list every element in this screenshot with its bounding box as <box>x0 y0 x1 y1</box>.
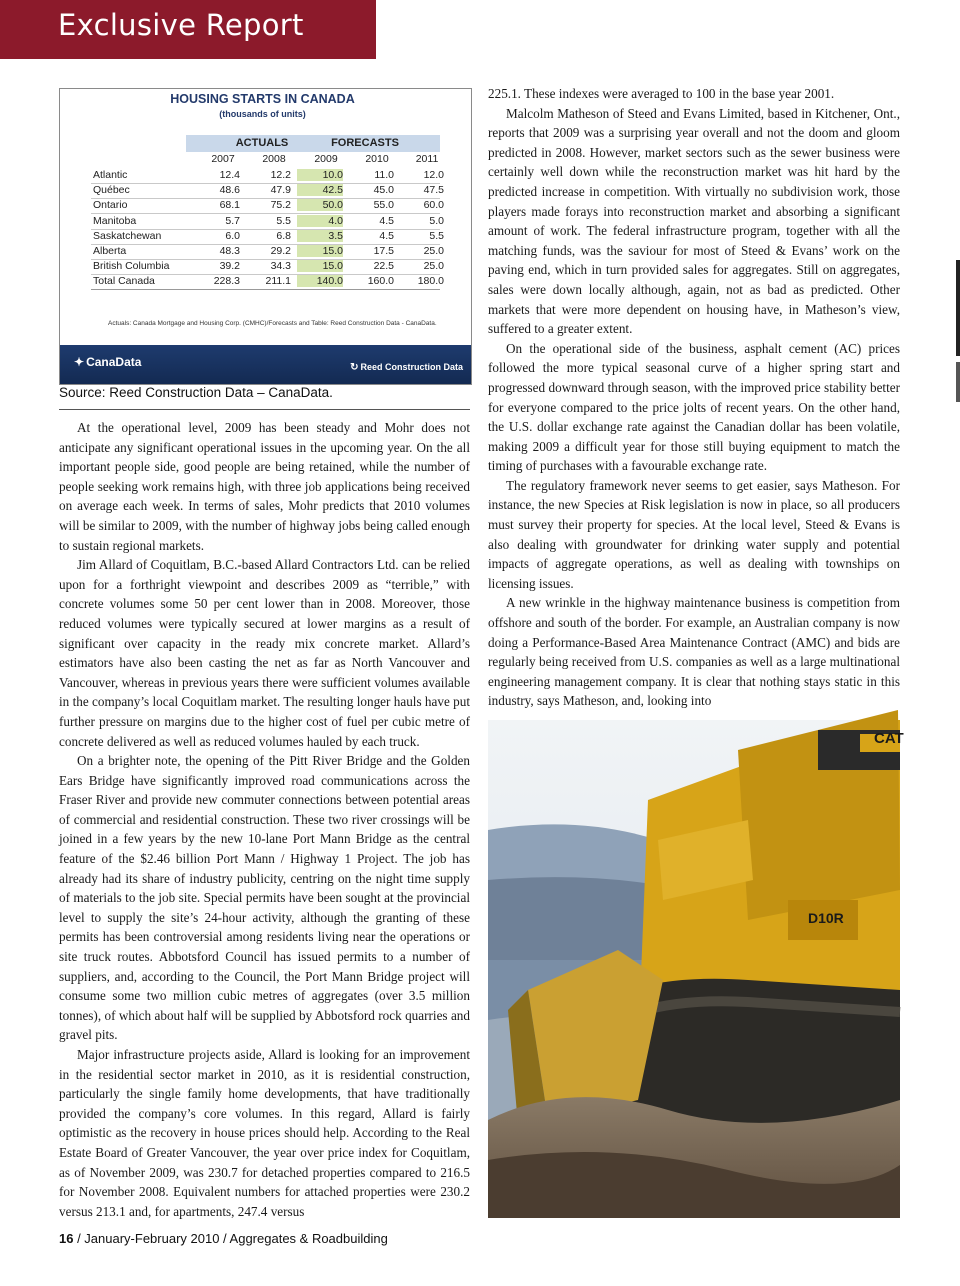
bulldozer-illustration <box>488 720 900 1218</box>
table-cell: 45.0 <box>373 184 394 197</box>
region-label: Ontario <box>93 199 128 212</box>
header-actuals: ACTUALS <box>235 137 289 149</box>
page-footer <box>59 1231 388 1246</box>
paragraph: On a brighter note, the opening of the Pitt River Bridge and the Golden Ears Bridge have significantly improved road communications across the Fraser River and provide new commuter connections between potential areas of commercial and residential construction. These two river crossings will be joined in a few years by the new 10-lane Port Mann Bridge as the central feature of the $2.46 billion Port Mann / Highway 1 Project. The job has already had its share of industry publicity, centring on the night time supply of materials to the job site. Special permits have been sought at the provincial level to supply the site’s 24-hour activity, although the granting of these permits has been controversial among residents living near the operations or site truck routes. Abbotsford Council has issued permits to a number of suppliers, and, according to the Council, the Port Mann Bridge project will consume some two million cubic metres of aggregates (over 3.5 million tonnes), of which about half will be supplied by Abbotsford rock quarries and gravel pits. <box>59 753 470 1043</box>
year-header: 2009 <box>314 153 338 165</box>
article-column-left <box>59 418 470 1221</box>
table-cell: 68.1 <box>219 199 240 212</box>
photo-model-text: D10R <box>808 910 844 926</box>
table-cell: 5.5 <box>429 229 444 242</box>
table-footer <box>60 345 471 384</box>
caption-rule <box>59 409 470 410</box>
table-cell: 5.0 <box>429 214 444 227</box>
table-cell: 10.0 <box>297 169 343 181</box>
year-header: 2007 <box>211 153 235 165</box>
table-cell: 50.0 <box>297 199 343 211</box>
paragraph-continued: 225.1. These indexes were averaged to 100 in the base year 2001. <box>488 86 835 101</box>
table-cell: 29.2 <box>270 245 291 257</box>
table-cell: 48.6 <box>219 184 240 197</box>
table-row <box>91 244 444 260</box>
canadata-logo <box>74 355 141 369</box>
page-edge-mark <box>956 362 960 402</box>
photo-brand-text: CAT <box>874 730 904 747</box>
year-header: 2010 <box>365 153 389 165</box>
table-cell: 12.0 <box>423 169 444 181</box>
paragraph: Malcolm Matheson of Steed and Evans Limited, based in Kitchener, Ont., reports that 2009 was a surprising year overall and not the doom and gloom predicted in 2008. However, market sectors such as the sewer business were certainly well down while the reconstruction market was hit hard by the predicted increase in competition. With virtually no subdivision work, those players made forays into reconstruction market and absorbing a significant amount of work. The federal infrastructure program, together with all the matching funds, was the saviour for most of Steed & Evans’ work on the paving end, which in turn provided sales for aggregates. Still on aggregates, sales were down locally although, again, not as bad as predicted. Other markets that were more dependent on housing have, in Matheson’s view, suffered to a greater extent. <box>488 105 900 337</box>
page-edge-mark <box>956 260 960 356</box>
region-label: Total Canada <box>93 275 155 288</box>
table-cell: 25.0 <box>423 245 444 257</box>
table-row <box>91 259 444 275</box>
header-forecasts: FORECASTS <box>331 137 399 149</box>
table-cell: 160.0 <box>367 275 394 288</box>
paragraph: At the operational level, 2009 has been steady and Mohr does not anticipate any significant operational issues in the upcoming year. On the all important people side, good people are being retained, while the number of people seeking work remains high, with three job applications being received on average each week. In terms of sales, Mohr predicts that 2010 volumes will be similar to 2009, with the number of highway jobs being called enough to sustain regional markets. <box>59 420 470 553</box>
table-title: HOUSING STARTS IN CANADA <box>170 92 355 106</box>
table-cell: 12.4 <box>219 169 240 181</box>
table-cell: 6.8 <box>276 229 291 242</box>
article-column-right <box>488 84 900 711</box>
section-banner <box>0 0 376 59</box>
canadata-logo-text: CanaData <box>86 355 142 369</box>
table-row <box>91 229 444 245</box>
table-row <box>91 168 444 184</box>
table-row <box>91 214 444 230</box>
housing-starts-table <box>59 88 472 385</box>
reed-logo-text: Reed Construction Data <box>360 362 463 372</box>
table-cell: 211.1 <box>265 275 291 288</box>
table-cell: 39.2 <box>219 260 240 273</box>
table-cell: 5.5 <box>276 214 291 227</box>
table-subtitle: (thousands of units) <box>219 109 306 119</box>
table-row <box>91 183 444 199</box>
reed-logo <box>350 362 463 373</box>
table-cell: 4.5 <box>379 214 394 227</box>
table-cell: 55.0 <box>373 199 394 212</box>
table-cell: 48.3 <box>219 245 240 257</box>
table-cell: 22.5 <box>373 260 394 273</box>
table-cell: 47.9 <box>270 184 291 197</box>
table-cell: 15.0 <box>297 245 343 257</box>
figure-caption: Source: Reed Construction Data – CanaData. <box>59 385 333 400</box>
paragraph: A new wrinkle in the highway maintenance business is competition from offshore and south of the border. For example, an Australian company is now doing a Performance-Based Area Maintenance Contract (AMC) and bids are regularly being received from U.S. companies as well as a large multinational engineering management company. It is clear that nothing stays static in this industry, says Matheson, and, looking into <box>488 595 900 709</box>
table-cell: 25.0 <box>423 260 444 273</box>
page-number: 16 <box>59 1231 74 1246</box>
table-cell: 4.0 <box>297 215 343 227</box>
bulldozer-photo <box>488 720 904 1218</box>
section-title: Exclusive Report <box>58 8 304 42</box>
table-row <box>91 274 444 290</box>
table-cell: 47.5 <box>423 184 444 197</box>
table-cell: 180.0 <box>417 275 444 288</box>
paragraph: The regulatory framework never seems to get easier, says Matheson. For instance, the new Species at Risk legislation is now in place, so all producers must survey their property for species. At the local level, Steed & Evans is also dealing with groundwater for drinking water supply and potential impacts of aggregate operations, as well as dealing with townships on licensing issues. <box>488 477 900 591</box>
table-source-note: Actuals: Canada Mortgage and Housing Corp. (CMHC)/Forecasts and Table: Reed Construction Data - CanaData. <box>108 320 437 327</box>
table-cell: 4.5 <box>379 229 394 242</box>
table-cell: 34.3 <box>270 260 291 273</box>
table-cell: 17.5 <box>373 245 394 257</box>
year-header: 2008 <box>262 153 286 165</box>
publication-info: / January-February 2010 / Aggregates & Roadbuilding <box>73 1231 388 1246</box>
table-cell: 42.5 <box>297 184 343 196</box>
year-header: 2011 <box>415 153 439 165</box>
table-cell: 75.2 <box>270 199 291 212</box>
paragraph: On the operational side of the business, asphalt cement (AC) prices followed the more typical seasonal curve of a higher spring start and progressed downward through season, with the improved price stability better for everyone compared to the price jolts of recent years. On the other hand, the U.S. dollar exchange rate against the Canadian dollar has been volatile, making 2009 a difficult year for those still buying equipment to match the timing of purchases with a favourable exchange rate. <box>488 340 900 474</box>
table-cell: 60.0 <box>423 199 444 212</box>
maple-leaf-icon: ✦ <box>74 355 85 369</box>
table-cell: 6.0 <box>225 229 240 242</box>
table-row <box>91 198 444 214</box>
table-cell: 228.3 <box>213 275 240 288</box>
table-cell: 3.5 <box>297 230 343 242</box>
table-cell: 5.7 <box>225 214 240 227</box>
region-label: Atlantic <box>93 169 128 181</box>
paragraph: Jim Allard of Coquitlam, B.C.-based Allard Contractors Ltd. can be relied upon for a forthright viewpoint and describes 2009 as “terrible,” with concrete volumes some 50 per cent lower than in 2008. Moreover, those reduced volumes were typically secured at lower margins as a result of significant over capacity in the ready mix concrete market. Allard’s estimators have also been casting the net as far as North Vancouver and Vancouver, whereas in previous years there were sufficient volumes available in the company’s local Coquitlam market. The resulting longer hauls have put further pressure on margins due to the higher cost of fuel per cubic metre of concrete delivered as well as reduced volumes hauled by each truck. <box>59 557 470 749</box>
region-label: British Columbia <box>93 260 170 273</box>
paragraph: Major infrastructure projects aside, Allard is looking for an improvement in the residential sector market in 2010, as it is residential construction, particularly the single family home developments, that have traditionally provided the company’s core volumes. In this regard, Allard is fairly optimistic as the recovery in house prices should help. According to the Real Estate Board of Greater Vancouver, the year over price index for Coquitlam, as of November 2009, was 230.7 for detached properties compared to 216.5 for November 2008. Equivalent numbers for attached properties were 230.2 versus 213.1 and, for apartments, 247.4 versus <box>59 1047 470 1219</box>
table-cell: 12.2 <box>270 169 291 181</box>
region-label: Manitoba <box>93 214 137 227</box>
table-cell: 11.0 <box>374 169 394 181</box>
table-cell: 15.0 <box>297 260 343 272</box>
table-cell: 140.0 <box>297 275 343 287</box>
reed-mark-icon: ↻ <box>350 362 359 373</box>
region-label: Québec <box>93 184 130 197</box>
region-label: Alberta <box>93 245 127 257</box>
region-label: Saskatchewan <box>93 229 162 242</box>
